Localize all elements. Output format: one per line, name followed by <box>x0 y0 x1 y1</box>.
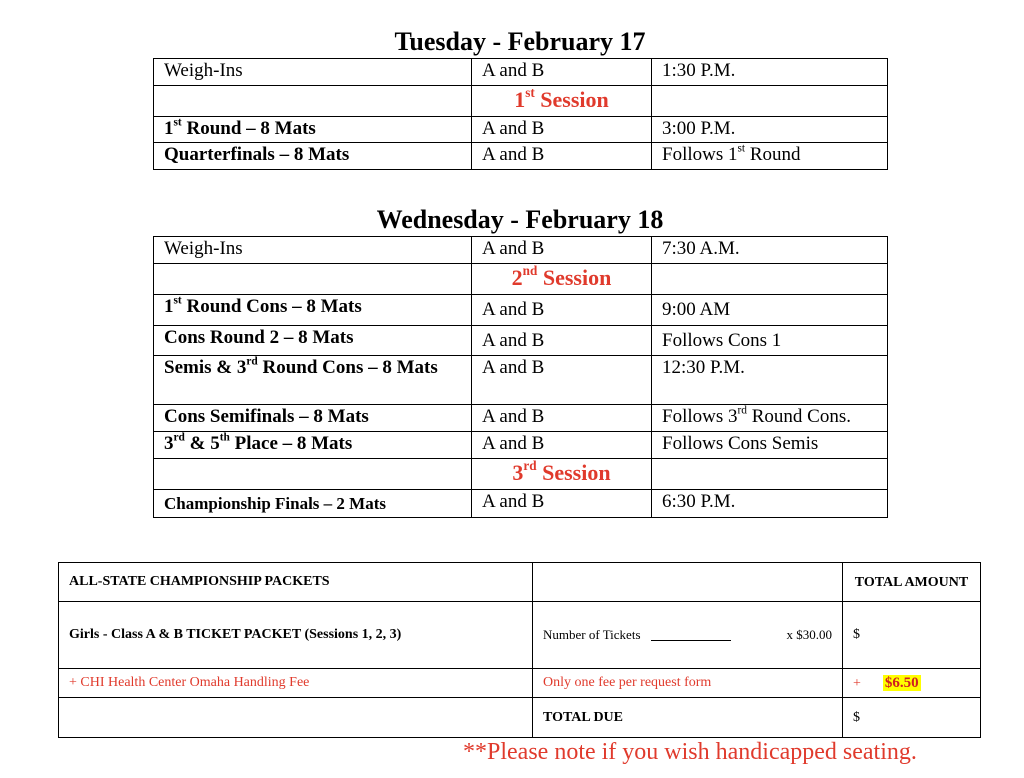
time-cell: 6:30 P.M. <box>652 490 888 518</box>
empty-cell <box>652 264 888 295</box>
empty-cell <box>154 86 472 117</box>
classes-cell: A and B <box>472 405 652 432</box>
packet-header-row <box>59 563 981 602</box>
table-row <box>154 356 888 405</box>
handicapped-seating-note: **Please note if you wish handicapped seating. <box>463 739 917 765</box>
time-cell: 3:00 P.M. <box>652 117 888 143</box>
time-cell: Follows Cons Semis <box>652 432 888 459</box>
classes-cell: A and B <box>472 117 652 143</box>
empty-cell <box>154 264 472 295</box>
wednesday-title: Wednesday - February 18 <box>376 205 664 234</box>
handling-fee-label: + CHI Health Center Omaha Handling Fee <box>59 669 533 698</box>
classes-cell: A and B <box>472 356 652 405</box>
session-label: 3rd Session <box>472 459 652 490</box>
empty-cell <box>652 86 888 117</box>
time-cell: Follows 3rd Round Cons. <box>652 405 888 432</box>
session-label: 2nd Session <box>472 264 652 295</box>
packet-order-table <box>58 562 981 738</box>
table-row <box>154 432 888 459</box>
session-label: 1st Session <box>472 86 652 117</box>
tuesday-schedule-table <box>153 58 888 170</box>
classes-cell: A and B <box>472 432 652 459</box>
classes-cell: A and B <box>472 59 652 86</box>
classes-cell: A and B <box>472 295 652 326</box>
event-cell: Semis & 3rd Round Cons – 8 Mats <box>154 356 472 405</box>
empty-cell <box>533 563 843 602</box>
ticket-row <box>59 602 981 669</box>
fee-amount-cell <box>843 669 981 698</box>
fee-note: Only one fee per request form <box>533 669 843 698</box>
table-row <box>154 326 888 356</box>
fee-row <box>59 669 981 698</box>
table-row <box>154 143 888 170</box>
total-due-field[interactable]: $ <box>843 698 981 738</box>
fee-amount: $6.50 <box>884 674 919 691</box>
ticket-amount-field[interactable]: $ <box>843 602 981 669</box>
time-cell: Follows Cons 1 <box>652 326 888 356</box>
time-cell: Follows 1st Round <box>652 143 888 170</box>
wednesday-schedule-table <box>153 236 888 518</box>
num-tickets-field[interactable] <box>651 640 731 641</box>
ticket-price: x $30.00 <box>786 627 832 642</box>
total-due-label: TOTAL DUE <box>533 698 843 738</box>
event-cell: Cons Round 2 – 8 Mats <box>154 326 472 356</box>
table-row <box>154 405 888 432</box>
session-row <box>154 459 888 490</box>
num-tickets-label: Number of Tickets <box>543 627 641 642</box>
classes-cell: A and B <box>472 490 652 518</box>
event-cell: Cons Semifinals – 8 Mats <box>154 405 472 432</box>
session-row <box>154 264 888 295</box>
event-cell: 1st Round Cons – 8 Mats <box>154 295 472 326</box>
fee-plus: + <box>853 675 861 691</box>
classes-cell: A and B <box>472 143 652 170</box>
event-cell: Quarterfinals – 8 Mats <box>154 143 472 170</box>
table-row <box>154 295 888 326</box>
time-cell: 1:30 P.M. <box>652 59 888 86</box>
session-row <box>154 86 888 117</box>
total-amount-header: TOTAL AMOUNT <box>843 563 981 602</box>
classes-cell: A and B <box>472 326 652 356</box>
event-cell: Weigh-Ins <box>154 237 472 264</box>
time-cell: 9:00 AM <box>652 295 888 326</box>
event-cell: Championship Finals – 2 Mats <box>154 490 472 518</box>
total-row <box>59 698 981 738</box>
classes-cell: A and B <box>472 237 652 264</box>
empty-cell <box>652 459 888 490</box>
event-cell: Weigh-Ins <box>154 59 472 86</box>
empty-cell <box>154 459 472 490</box>
table-row <box>154 117 888 143</box>
tuesday-title: Tuesday - February 17 <box>394 27 646 56</box>
ticket-packet-label: Girls - Class A & B TICKET PACKET (Sessions 1, 2, 3) <box>59 602 533 669</box>
time-cell: 12:30 P.M. <box>652 356 888 405</box>
packet-header: ALL-STATE CHAMPIONSHIP PACKETS <box>59 563 533 602</box>
event-cell: 1st Round – 8 Mats <box>154 117 472 143</box>
time-cell: 7:30 A.M. <box>652 237 888 264</box>
empty-cell <box>59 698 533 738</box>
table-row <box>154 59 888 86</box>
table-row <box>154 237 888 264</box>
event-cell: 3rd & 5th Place – 8 Mats <box>154 432 472 459</box>
table-row <box>154 490 888 518</box>
ticket-quantity-cell <box>533 602 843 669</box>
